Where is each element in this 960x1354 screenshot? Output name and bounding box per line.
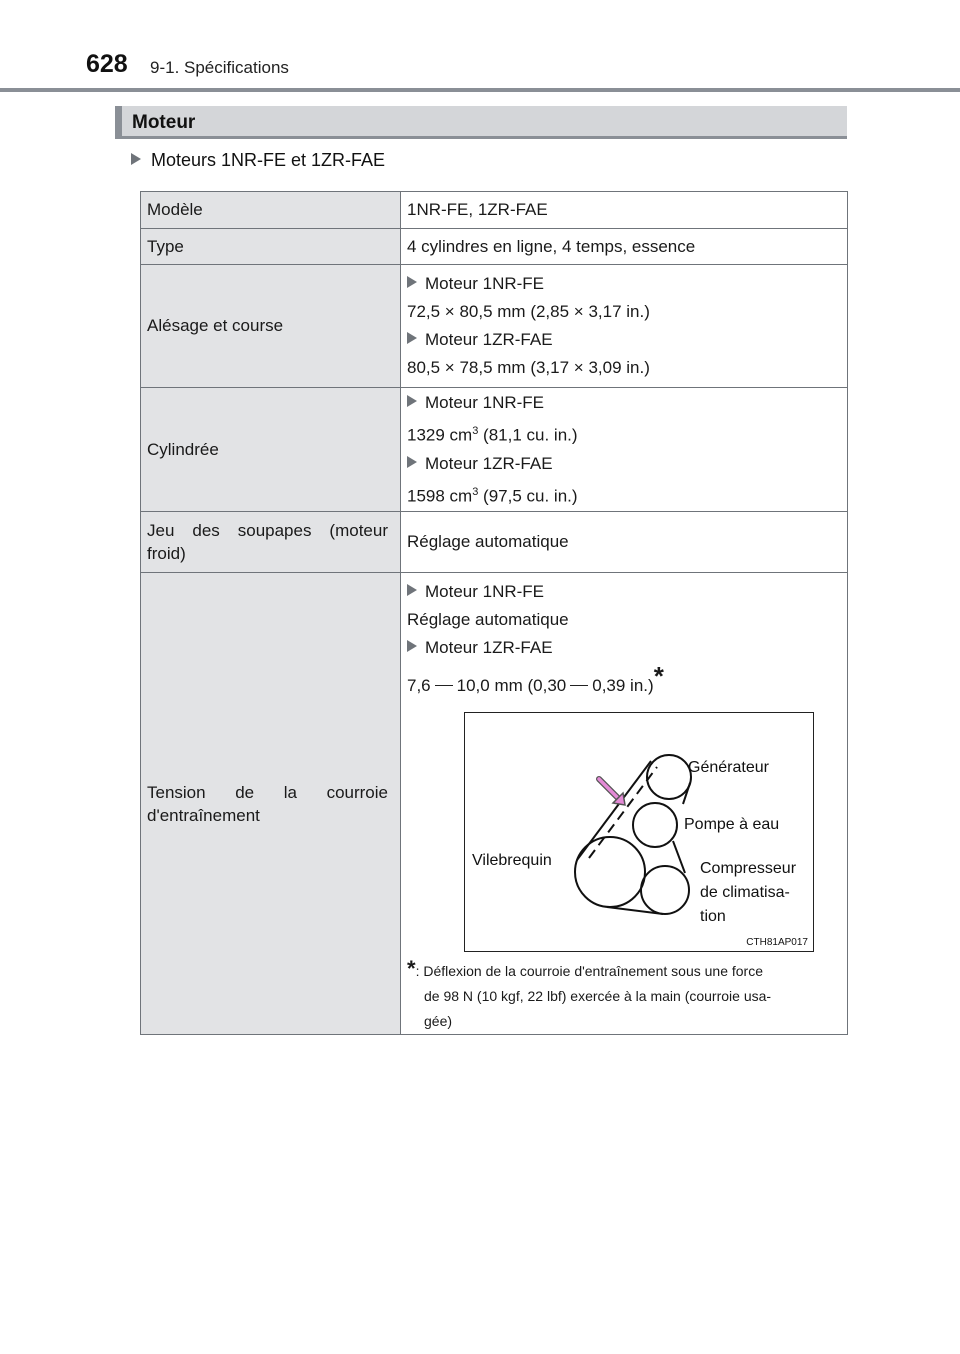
row-label: Cylindrée bbox=[141, 388, 401, 512]
row-value bbox=[401, 573, 848, 1035]
engine-subheading: Moteur 1ZR-FAE bbox=[407, 634, 839, 662]
row-label bbox=[141, 512, 401, 573]
footnote-line: gée) bbox=[424, 1013, 453, 1029]
row-value bbox=[401, 265, 848, 388]
row-label: Type bbox=[141, 229, 401, 265]
belt-deflection-value: 7,6 10,0 mm (0,30 0,39 in.)* bbox=[407, 661, 664, 695]
table-row bbox=[141, 229, 848, 265]
triangle-bullet-icon bbox=[407, 456, 417, 468]
page-number: 628 bbox=[86, 50, 128, 78]
water-pump-pulley bbox=[633, 803, 677, 847]
section-accent bbox=[115, 106, 122, 136]
row-label: Alésage et course bbox=[141, 265, 401, 388]
subheading-text: Moteurs 1NR-FE et 1ZR-FAE bbox=[151, 150, 386, 170]
footnote-marker: * bbox=[653, 661, 664, 691]
row-label-line: d'entraînement bbox=[147, 805, 260, 825]
footnote: *: Déflexion de la courroie d'entraînement sous une force de 98 N (10 kgf, 22 lbf) exercée à la main (courroie usa- gée) bbox=[407, 956, 839, 1034]
label-crankshaft: Vilebrequin bbox=[472, 852, 552, 869]
range-dash bbox=[570, 685, 588, 686]
table-row bbox=[141, 192, 848, 229]
label-compressor: Compresseur de climatisa- tion bbox=[700, 860, 797, 925]
row-label-line: Tension de la courroie bbox=[147, 782, 388, 802]
engine-subheading: Moteur 1ZR-FAE bbox=[407, 450, 839, 478]
section-label: 9-1. Spécifications bbox=[150, 58, 289, 77]
triangle-bullet-icon bbox=[407, 395, 417, 407]
row-label bbox=[141, 573, 401, 1035]
footnote-star: * bbox=[407, 956, 416, 981]
row-value: Réglage automatique bbox=[401, 512, 848, 573]
diagram-code: CTH81AP017 bbox=[746, 937, 808, 948]
triangle-bullet-icon bbox=[407, 332, 417, 344]
range-dash bbox=[435, 685, 453, 686]
table-row bbox=[141, 265, 848, 388]
belt-segment bbox=[607, 907, 663, 914]
triangle-bullet-icon bbox=[407, 640, 417, 652]
table-row bbox=[141, 388, 848, 512]
row-value bbox=[401, 388, 848, 512]
triangle-bullet-icon bbox=[407, 584, 417, 596]
belt-value: Réglage automatique bbox=[407, 610, 569, 629]
bore-stroke-value: 80,5 × 78,5 mm (3,17 × 3,09 in.) bbox=[407, 358, 650, 377]
table-row bbox=[141, 512, 848, 573]
generator-pulley bbox=[647, 755, 691, 799]
row-label: Modèle bbox=[141, 192, 401, 229]
triangle-bullet-icon bbox=[131, 153, 141, 165]
displacement-value: 1329 $cm^3$ (81,1 cu. in.) bbox=[407, 424, 578, 445]
footnote-line: de 98 N (10 kgf, 22 lbf) exercée à la main (courroie usa- bbox=[424, 988, 772, 1004]
row-value: 4 cylindres en ligne, 4 temps, essence bbox=[401, 229, 848, 265]
header-rule bbox=[0, 88, 960, 92]
compressor-pulley bbox=[641, 866, 689, 914]
spec-table bbox=[140, 191, 848, 1035]
engine-subheading: Moteur 1NR-FE bbox=[407, 270, 839, 298]
engine-subheading: Moteur 1NR-FE bbox=[407, 389, 839, 417]
label-generator: Générateur bbox=[688, 759, 769, 776]
subheading bbox=[131, 150, 385, 171]
push-arrow-icon bbox=[599, 779, 625, 805]
section-title-bar bbox=[115, 106, 847, 139]
row-label-line: Jeu des soupapes (moteur bbox=[147, 521, 388, 540]
section-title: Moteur bbox=[132, 112, 196, 133]
table-row bbox=[141, 573, 848, 1035]
row-label-line: froid) bbox=[147, 544, 186, 563]
row-value: 1NR-FE, 1ZR-FAE bbox=[401, 192, 848, 229]
belt-diagram bbox=[464, 712, 814, 952]
engine-subheading: Moteur 1ZR-FAE bbox=[407, 326, 839, 354]
triangle-bullet-icon bbox=[407, 276, 417, 288]
displacement-value: 1598 $cm^3$ (97,5 cu. in.) bbox=[407, 485, 578, 506]
bore-stroke-value: 72,5 × 80,5 mm (2,85 × 3,17 in.) bbox=[407, 302, 650, 321]
belt-segment bbox=[577, 761, 651, 860]
label-water-pump: Pompe à eau bbox=[684, 816, 780, 833]
engine-subheading: Moteur 1NR-FE bbox=[407, 578, 839, 606]
